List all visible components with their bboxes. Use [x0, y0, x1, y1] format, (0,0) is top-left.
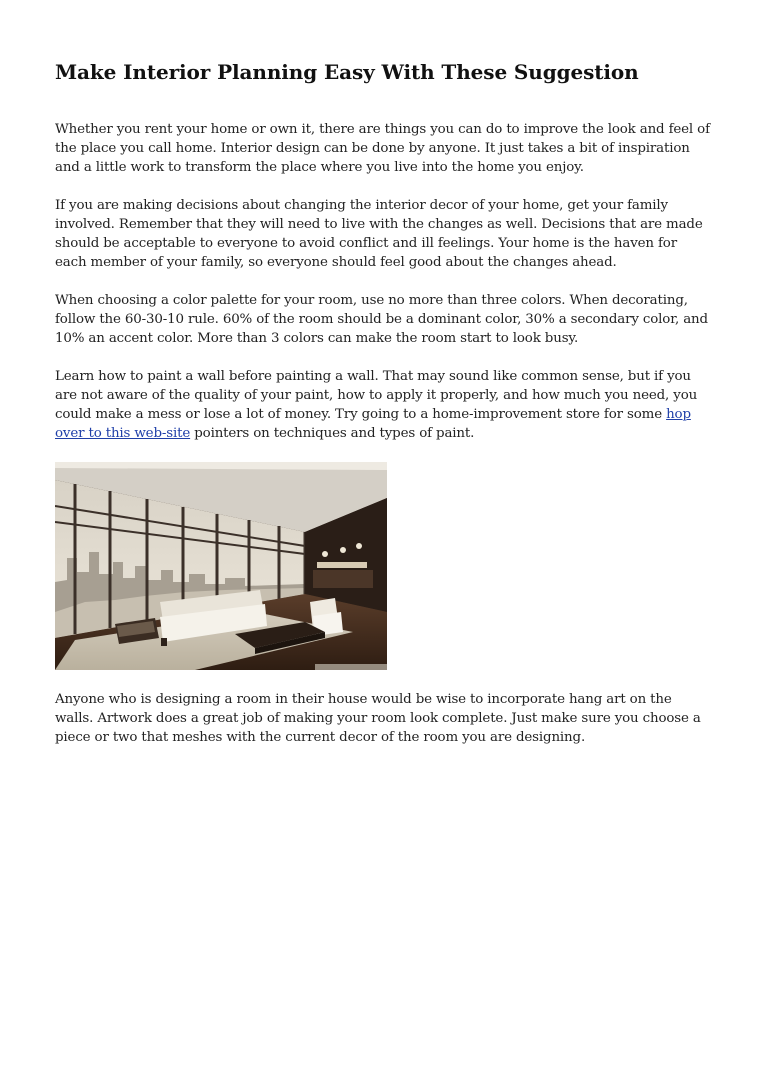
paragraph-artwork: Anyone who is designing a room in their house would be wise to incorporate hang art on the walls. Artwork does a great job of making your room look complete. Just make sure you choose a piece or two that meshes with the current decor of the room you are designing.: [55, 692, 701, 745]
paragraph-family: If you are making decisions about changing the interior decor of your home, get your family involved. Remember that they will need to live with the changes as well. Decisions that are made should be acceptable to everyone to avoid conflict and ill feelings. Your home is the haven for each member of your family, so everyone should feel good about the changes ahead.: [55, 198, 703, 270]
paragraph-intro: Whether you rent your home or own it, there are things you can do to improve the look and feel of the place you call home. Interior design can be done by anyone. It just takes a bit of inspiration and a little work to transform the place where you live into the home you enjoy.: [55, 122, 710, 175]
hop-over-link[interactable]: hop over to this web-site: [55, 407, 691, 441]
paragraph-color-palette: When choosing a color palette for your room, use no more than three colors. When decorating, follow the 60-30-10 rule. 60% of the room should be a dominant color, 30% a secondary color, and 10% an accent color. More than 3 colors can make the room start to look busy.: [55, 293, 708, 346]
interior-room-photo: [55, 462, 387, 670]
paragraph-paint: [55, 367, 710, 443]
page-title: Make Interior Planning Easy With These Suggestion: [55, 60, 639, 84]
paint-text-after: pointers on techniques and types of paint.: [190, 426, 475, 441]
document-page: [55, 58, 710, 766]
paint-text-before: Learn how to paint a wall before painting a wall. That may sound like common sense, but if you are not aware of the quality of your paint, how to apply it properly, and how much you need, you could make a mess or lose a lot of money. Try going to a home-improvement store for some: [55, 369, 698, 422]
